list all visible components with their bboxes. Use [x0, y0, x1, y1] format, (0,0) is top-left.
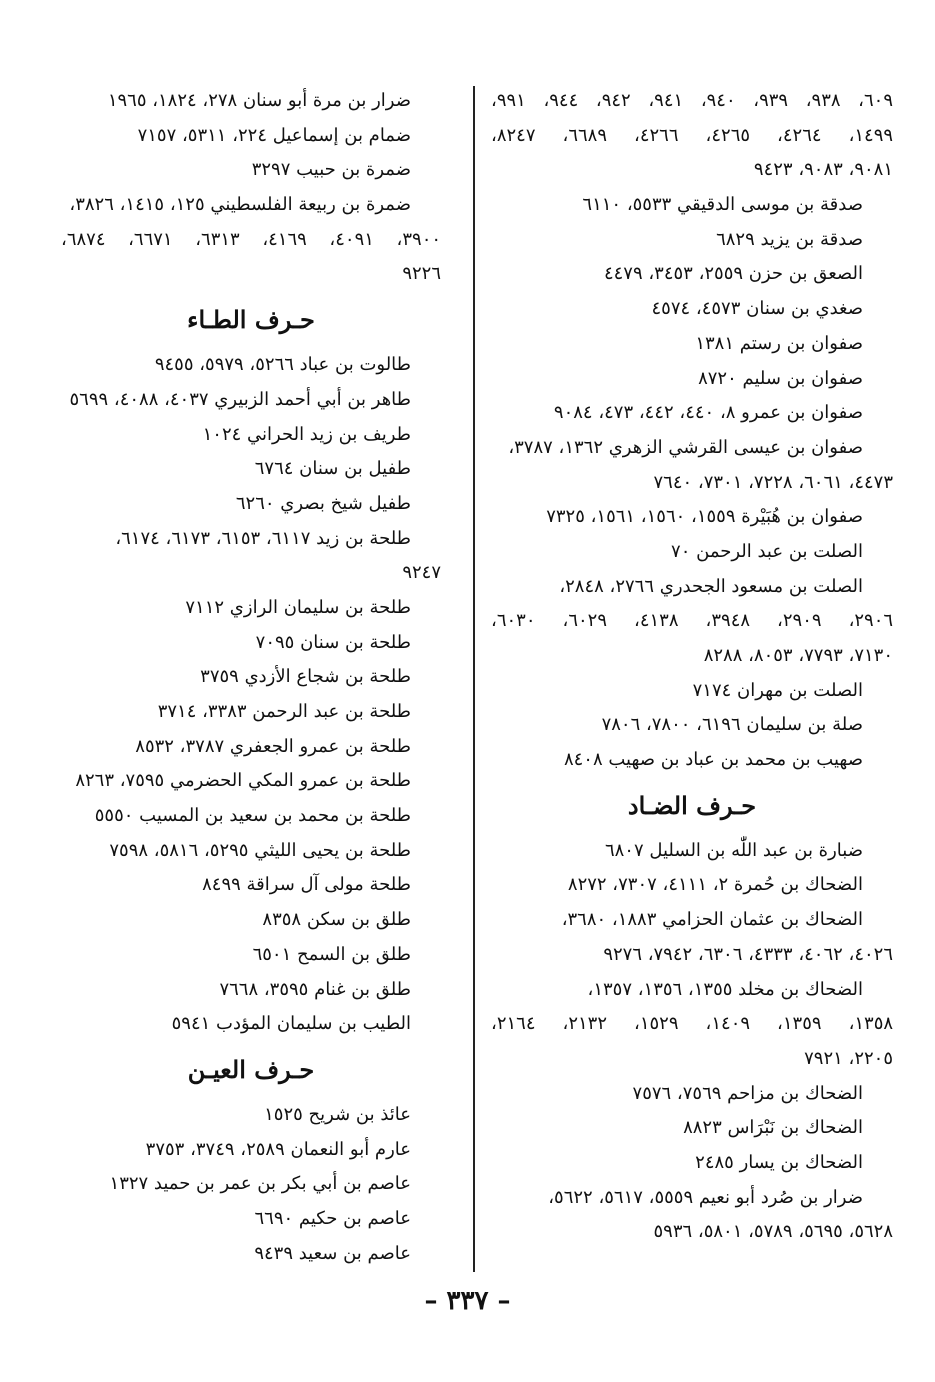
- index-entry: طلحة بن سنان ٧٠٩٥: [255, 631, 411, 653]
- index-entry: صفوان بن هُبَيْرة ١٥٥٩، ١٥٦٠، ١٥٦١، ٧٣٢٥: [546, 506, 863, 528]
- index-entry-continuation: ٤٠٢٦، ٤٠٦٢، ٤٣٣٣، ٦٣٠٦، ٧٩٤٢، ٩٢٧٦: [603, 943, 893, 965]
- left-column: [61, 84, 441, 1271]
- index-entry: صفوان بن عيسى القرشي الزهري ١٣٦٢، ٣٧٨٧،: [508, 436, 863, 458]
- index-entry: صغدي بن سنان ٤٥٧٣، ٤٥٧٤: [651, 298, 863, 320]
- index-entry-continuation: ١٣٥٨، ١٣٥٩، ١٤٠٩، ١٥٢٩، ٢١٣٢، ٢١٦٤،: [491, 1013, 893, 1035]
- index-entry: طفيل شيخ بصري ٦٢٦٠: [235, 492, 411, 514]
- index-entry-continuation: ٤٤٧٣، ٦٠٦١، ٧٢٢٨، ٧٣٠١، ٧٦٤٠: [653, 471, 893, 493]
- index-entry: الصلت بن عبد الرحمن ٧٠: [671, 540, 863, 562]
- index-entry: الصلت بن مهران ٧١٧٤: [692, 679, 863, 701]
- index-entry: عارم أبو النعمان ٢٥٨٩، ٣٧٤٩، ٣٧٥٣: [145, 1138, 411, 1160]
- index-entry: ضمرة بن ربيعة الفلسطيني ١٢٥، ١٤١٥، ٣٨٢٦،: [69, 194, 411, 216]
- index-entry-continuation: ٩٢٢٦: [402, 263, 441, 285]
- index-entry-continuation: ١٤٩٩، ٤٢٦٤، ٤٢٦٥، ٤٢٦٦، ٦٦٨٩، ٨٢٤٧،: [491, 124, 893, 146]
- index-entry: صدقة بن يزيد ٦٨٢٩: [716, 228, 863, 250]
- index-entry: طلق بن غنام ٣٥٩٥، ٧٦٦٨: [219, 978, 411, 1000]
- index-entry: ضرار بن صُرد أبو نعيم ٥٥٥٩، ٥٦١٧، ٥٦٢٢،: [548, 1186, 863, 1208]
- index-entry: طفيل بن سنان ٦٧٦٤: [254, 458, 411, 480]
- index-entry: طلحة بن زيد ٦١١٧، ٦١٥٣، ٦١٧٣، ٦١٧٤،: [115, 527, 411, 549]
- index-entry-continuation: ٣٩٠٠، ٤٠٩١، ٤١٦٩، ٦٣١٣، ٦٦٧١، ٦٨٧٤،: [61, 228, 441, 250]
- index-entry: طلق بن سكن ٨٣٥٨: [262, 909, 411, 931]
- index-entry-continuation: ٦٠٩، ٩٣٨، ٩٣٩، ٩٤٠، ٩٤١، ٩٤٢، ٩٤٤، ٩٩١،: [491, 90, 893, 111]
- index-entry: ضمام بن إسماعيل ٢٢٤، ٥٣١١، ٧١٥٧: [137, 124, 411, 146]
- index-entry-continuation: ٥٦٢٨، ٥٦٩٥، ٥٧٨٩، ٥٨٠١، ٥٩٣٦: [653, 1221, 893, 1243]
- index-entry-continuation: ٢٢٠٥، ٧٩٢١: [804, 1047, 893, 1069]
- index-entry: طاهر بن أبي أحمد الزبيري ٤٠٣٧، ٤٠٨٨، ٥٦٩٩: [69, 388, 411, 410]
- index-entry: طلحة مولى آل سراقة ٨٤٩٩: [202, 874, 411, 896]
- index-entry: طلحة بن سليمان الرازي ٧١١٢: [185, 596, 411, 618]
- index-entry: ضمرة بن حبيب ٣٢٩٧: [251, 159, 411, 181]
- index-entry: ضرار بن مرة أبو سنان ٢٧٨، ١٨٢٤، ١٩٦٥: [107, 90, 411, 111]
- index-entry: الضحاك بن عثمان الحزامي ١٨٨٣، ٣٦٨٠،: [561, 909, 863, 931]
- index-entry: طلحة بن محمد بن سعيد بن المسيب ٥٥٥٠: [94, 805, 411, 827]
- index-entry: طلحة بن عمرو المكي الحضرمي ٧٥٩٥، ٨٢٦٣: [75, 770, 411, 792]
- section-heading: حـرف الطـاء: [187, 305, 315, 335]
- index-entry-continuation: ٩٢٤٧: [402, 562, 441, 584]
- index-entry-continuation: ٩٠٨١، ٩٠٨٣، ٩٤٢٣: [753, 159, 893, 181]
- index-entry-continuation: ٧١٣٠، ٧٧٩٣، ٨٠٥٣، ٨٢٨٨: [703, 645, 893, 666]
- index-entry-continuation: ٢٩٠٦، ٢٩٠٩، ٣٩٤٨، ٤١٣٨، ٦٠٢٩، ٦٠٣٠،: [491, 610, 893, 632]
- index-entry: عائذ بن شريح ١٥٢٥: [264, 1103, 411, 1125]
- index-entry: صفوان بن سليم ٨٧٢٠: [698, 367, 863, 389]
- index-entry: طالوت بن عباد ٥٢٦٦، ٥٩٧٩، ٩٤٥٥: [154, 354, 411, 376]
- index-entry: عاصم بن أبي بكر بن عمر بن حميد ١٣٢٧: [109, 1173, 411, 1195]
- index-entry: طريف بن زيد الحراني ١٠٢٤: [202, 423, 411, 445]
- index-entry: طلق بن السمح ٦٥٠١: [252, 943, 411, 965]
- section-heading: حـرف العيـن: [187, 1054, 315, 1084]
- index-entry: عاصم بن سعيد ٩٤٣٩: [254, 1242, 411, 1264]
- index-entry: عاصم بن حكيم ٦٦٩٠: [254, 1207, 411, 1229]
- section-heading: حـرف الضـاد: [627, 790, 757, 820]
- index-entry: الصعق بن حزن ٢٥٥٩، ٣٤٥٣، ٤٤٧٩: [603, 263, 863, 285]
- index-entry: الضحاك بن حُمرة ٢، ٤١١١، ٧٣٠٧، ٨٢٧٢: [567, 874, 863, 896]
- index-entry: صفوان بن رستم ١٣٨١: [695, 332, 863, 354]
- right-column: [491, 84, 893, 1250]
- index-entry: الضحاك بن نَبْرَاس ٨٨٢٣: [683, 1117, 863, 1139]
- index-entry: طلحة بن عمرو الجعفري ٣٧٨٧، ٨٥٣٢: [135, 735, 411, 757]
- index-entry: صهيب بن محمد بن عباد بن صهيب ٨٤٠٨: [563, 749, 863, 771]
- index-entry: صلة بن سليمان ٦١٩٦، ٧٨٠٠، ٧٨٠٦: [601, 714, 863, 736]
- index-entry: صدقة بن موسى الدقيقي ٥٥٣٣، ٦١١٠: [582, 194, 863, 216]
- index-entry: طلحة بن يحيى الليثي ٥٢٩٥، ٥٨١٦، ٧٥٩٨: [109, 839, 411, 861]
- index-entry: صفوان بن عمرو ٨، ٤٤٠، ٤٤٢، ٤٧٣، ٩٠٨٤: [553, 402, 863, 424]
- index-entry: طلحة بن عبد الرحمن ٣٣٨٣، ٣٧١٤: [157, 701, 411, 722]
- index-entry: الضحاك بن مخلد ١٣٥٥، ١٣٥٦، ١٣٥٧،: [587, 978, 863, 1000]
- index-entry: الصلت بن مسعود الجحدري ٢٧٦٦، ٢٨٤٨،: [559, 575, 863, 597]
- index-entry: طلحة بن شجاع الأزدي ٣٧٥٩: [200, 666, 411, 688]
- index-entry: الضحاك بن مزاحم ٧٥٦٩، ٧٥٧٦: [632, 1082, 863, 1104]
- page-number: – ٣٣٧ –: [424, 1286, 511, 1316]
- index-entry: الضحاك بن يسار ٢٤٨٥: [695, 1151, 863, 1173]
- index-entry: الطيب بن سليمان المؤدب ٥٩٤١: [171, 1013, 411, 1035]
- column-divider: [473, 86, 475, 1272]
- index-entry: ضبارة بن عبد اللّٰه بن السليل ٦٨٠٧: [604, 839, 863, 861]
